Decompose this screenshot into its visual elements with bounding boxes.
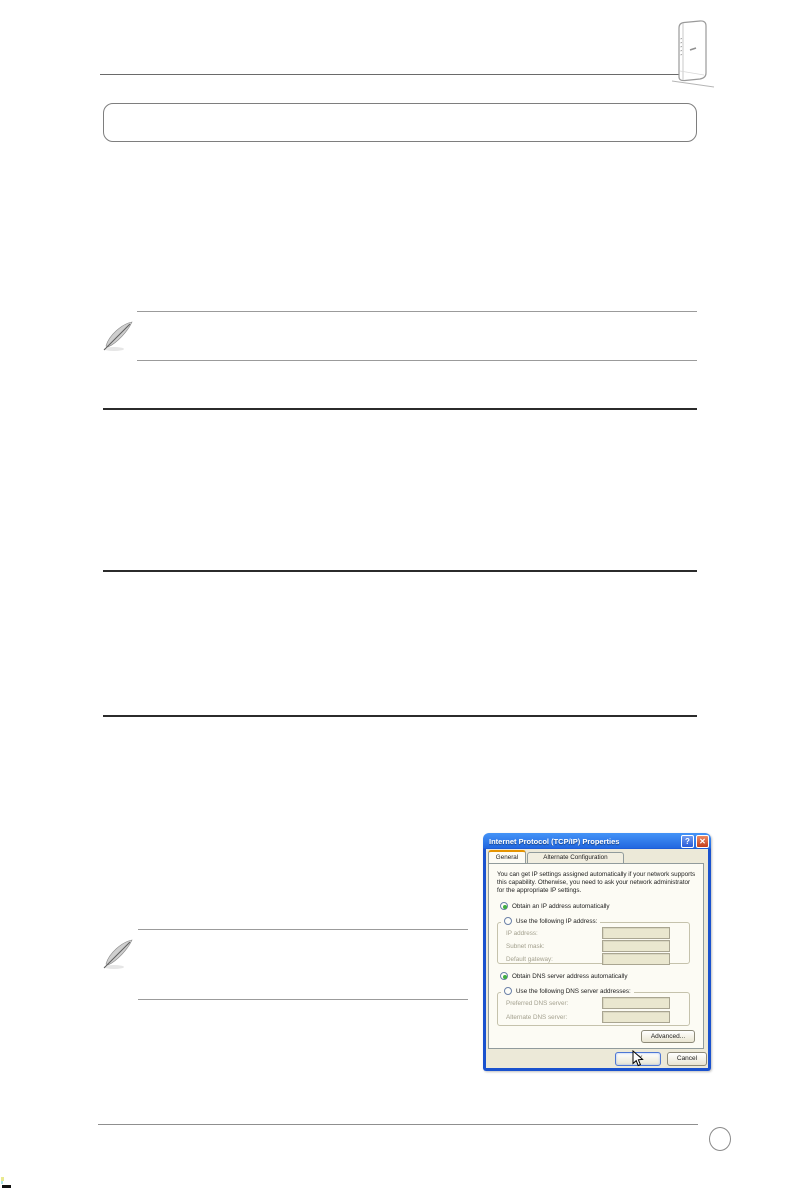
tab-alternate-configuration[interactable]: Alternate Configuration [527,852,624,863]
use-ip-label: Use the following IP address: [516,917,598,925]
obtain-ip-radio[interactable] [500,902,610,910]
section-rule-3 [103,715,697,717]
radio-selected-icon [500,972,508,980]
tcpip-properties-dialog [483,833,711,1071]
header-rule [100,74,700,75]
section-rule-2 [103,570,697,572]
tab-general[interactable]: General [488,850,526,863]
preferred-dns-row [498,997,689,1009]
radio-unselected-icon [504,987,512,995]
alternate-dns-row [498,1011,689,1023]
default-gateway-label: Default gateway: [506,956,553,963]
default-gateway-row [498,953,689,965]
use-dns-radio[interactable] [501,987,634,995]
alternate-dns-label: Alternate DNS server: [506,1014,568,1021]
subnet-mask-row [498,940,689,952]
preferred-dns-input [602,997,670,1009]
page-number-badge [709,1127,731,1151]
section-rule-1 [103,408,697,410]
note2-bottom-rule [138,999,468,1000]
note1-bottom-rule [137,360,697,361]
note1-top-rule [137,311,697,312]
router-device-icon [662,19,718,89]
radio-unselected-icon [504,917,512,925]
quill-note-icon [100,935,138,973]
obtain-dns-radio[interactable] [500,972,628,980]
corner-artifact [2,1185,11,1188]
ip-address-row [498,927,689,939]
ip-address-label: IP address: [506,930,538,937]
use-dns-label: Use the following DNS server addresses: [516,987,631,995]
dialog-titlebar[interactable] [483,833,711,849]
preferred-dns-label: Preferred DNS server: [506,1000,569,1007]
default-gateway-input [602,953,670,965]
corner-artifact [1,1181,3,1184]
general-tab-page [488,863,704,1049]
dialog-body [486,849,708,1068]
dns-server-group [497,987,690,1026]
dialog-title: Internet Protocol (TCP/IP) Properties [489,836,620,846]
footer-rule [98,1124,698,1125]
ip-address-group [497,917,690,964]
obtain-dns-label: Obtain DNS server address automatically [512,972,628,980]
subnet-mask-input [602,940,670,952]
help-icon[interactable]: ? [681,835,694,848]
intro-text: You can get IP settings assigned automatically if your network supports this capability. Otherwise, you need to ask your network administrator for the appropriate IP settings. [497,871,696,894]
radio-selected-icon [500,902,508,910]
note2-top-rule [138,929,468,930]
obtain-ip-label: Obtain an IP address automatically [512,902,610,910]
alternate-dns-input [602,1011,670,1023]
cursor-arrow-icon [632,1050,644,1067]
section-heading-box [103,103,697,142]
quill-note-icon [100,317,138,355]
cancel-button[interactable]: Cancel [667,1052,707,1066]
ip-address-input [602,927,670,939]
subnet-mask-label: Subnet mask: [506,943,545,950]
use-ip-radio[interactable] [501,917,600,925]
close-icon[interactable]: ✕ [696,835,709,848]
advanced-button[interactable]: Advanced... [641,1030,695,1043]
